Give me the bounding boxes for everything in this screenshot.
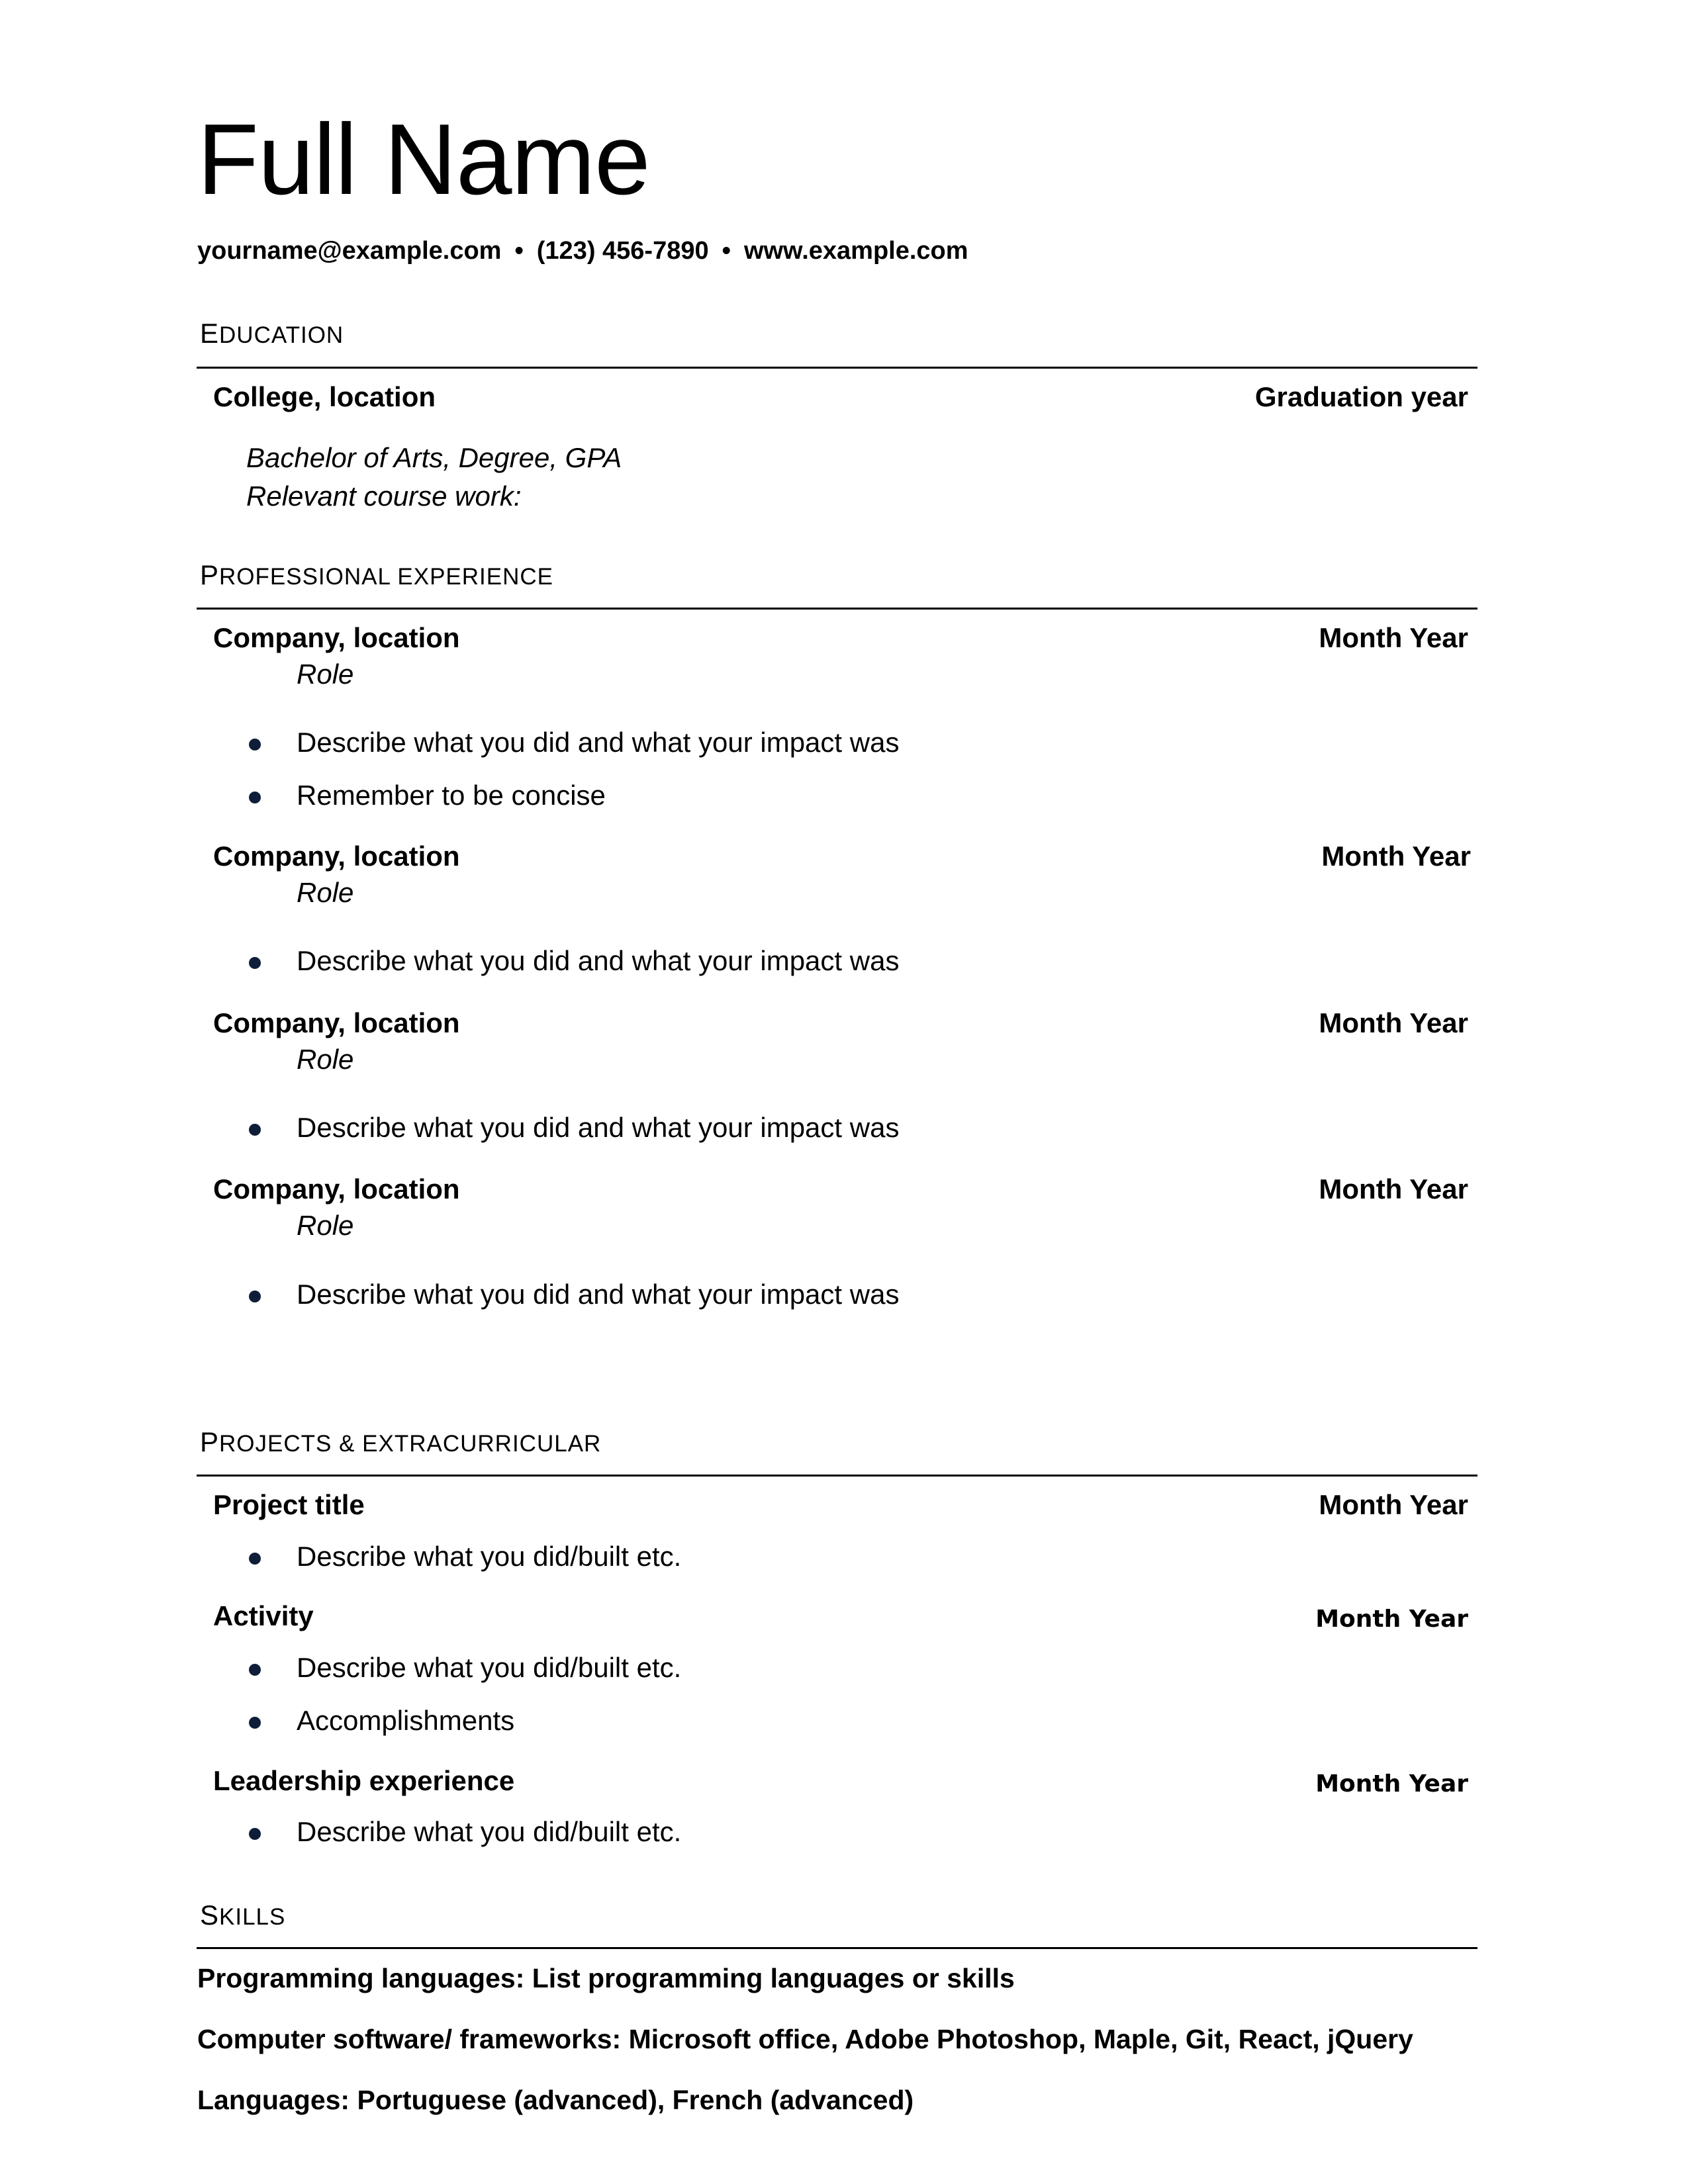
job-role: Role [297, 877, 354, 908]
full-name: Full Name [197, 103, 650, 216]
bullet-icon [249, 957, 261, 969]
job-date: Month Year [1321, 841, 1471, 872]
college-location: College, location [213, 381, 436, 412]
job-date: Month Year [1319, 1173, 1468, 1205]
section-rule [197, 1947, 1477, 1949]
bullet-icon [249, 1124, 261, 1136]
project-title: Project title [213, 1489, 365, 1520]
job-role: Role [297, 1210, 354, 1241]
job-role: Role [297, 1044, 354, 1075]
bullet-icon [249, 1291, 261, 1302]
activity-date: Month Year [1315, 1606, 1468, 1633]
job-date: Month Year [1319, 1007, 1468, 1038]
job-date: Month Year [1319, 622, 1468, 653]
bullet-text: Describe what you did/built etc. [297, 1816, 682, 1847]
section-title-experience: PROFESSIONAL EXPERIENCE [200, 559, 554, 590]
email: yourname@example.com [197, 237, 502, 265]
company-location: Company, location [213, 1007, 460, 1038]
company-location: Company, location [213, 841, 460, 872]
skill-line: Computer software/ frameworks: Microsoft office, Adobe Photoshop, Maple, Git, React, jQuery [197, 2024, 1413, 2054]
company-location: Company, location [213, 622, 460, 653]
bullet-text: Describe what you did/built etc. [297, 1652, 682, 1683]
leadership-title: Leadership experience [213, 1765, 515, 1796]
company-location: Company, location [213, 1173, 460, 1205]
separator: • [722, 237, 731, 265]
activity-title: Activity [213, 1600, 314, 1631]
section-rule [197, 608, 1477, 610]
website: www.example.com [743, 237, 968, 265]
coursework: Relevant course work: [246, 480, 522, 512]
skill-line: Languages: Portuguese (advanced), French (advanced) [197, 2085, 914, 2115]
bullet-icon [249, 739, 261, 751]
bullet-text: Describe what you did and what your impact was [297, 727, 900, 758]
contact-line [197, 237, 968, 265]
section-rule [197, 1475, 1477, 1477]
skill-line: Programming languages: List programming languages or skills [197, 1963, 1015, 1993]
section-title-education: EDUCATION [200, 318, 344, 349]
project-date: Month Year [1319, 1489, 1468, 1520]
leadership-date: Month Year [1315, 1770, 1468, 1797]
phone: (123) 456-7890 [536, 237, 709, 265]
bullet-text: Describe what you did and what your impact was [297, 1112, 900, 1143]
bullet-text: Describe what you did/built etc. [297, 1541, 682, 1572]
section-rule [197, 367, 1477, 369]
job-role: Role [297, 659, 354, 690]
bullet-text: Accomplishments [297, 1705, 515, 1736]
bullet-icon [249, 1828, 261, 1840]
bullet-icon [249, 1664, 261, 1676]
bullet-text: Describe what you did and what your impact was [297, 1279, 900, 1310]
bullet-icon [249, 1553, 261, 1565]
section-title-projects: PROJECTS & EXTRACURRICULAR [200, 1426, 602, 1457]
bullet-text: Describe what you did and what your impact was [297, 945, 900, 976]
graduation-year: Graduation year [1254, 381, 1468, 412]
section-title-skills: SKILLS [200, 1899, 286, 1931]
bullet-text: Remember to be concise [297, 780, 606, 811]
degree: Bachelor of Arts, Degree, GPA [246, 442, 622, 473]
bullet-icon [249, 1717, 261, 1729]
separator: • [514, 237, 524, 265]
bullet-icon [249, 792, 261, 803]
